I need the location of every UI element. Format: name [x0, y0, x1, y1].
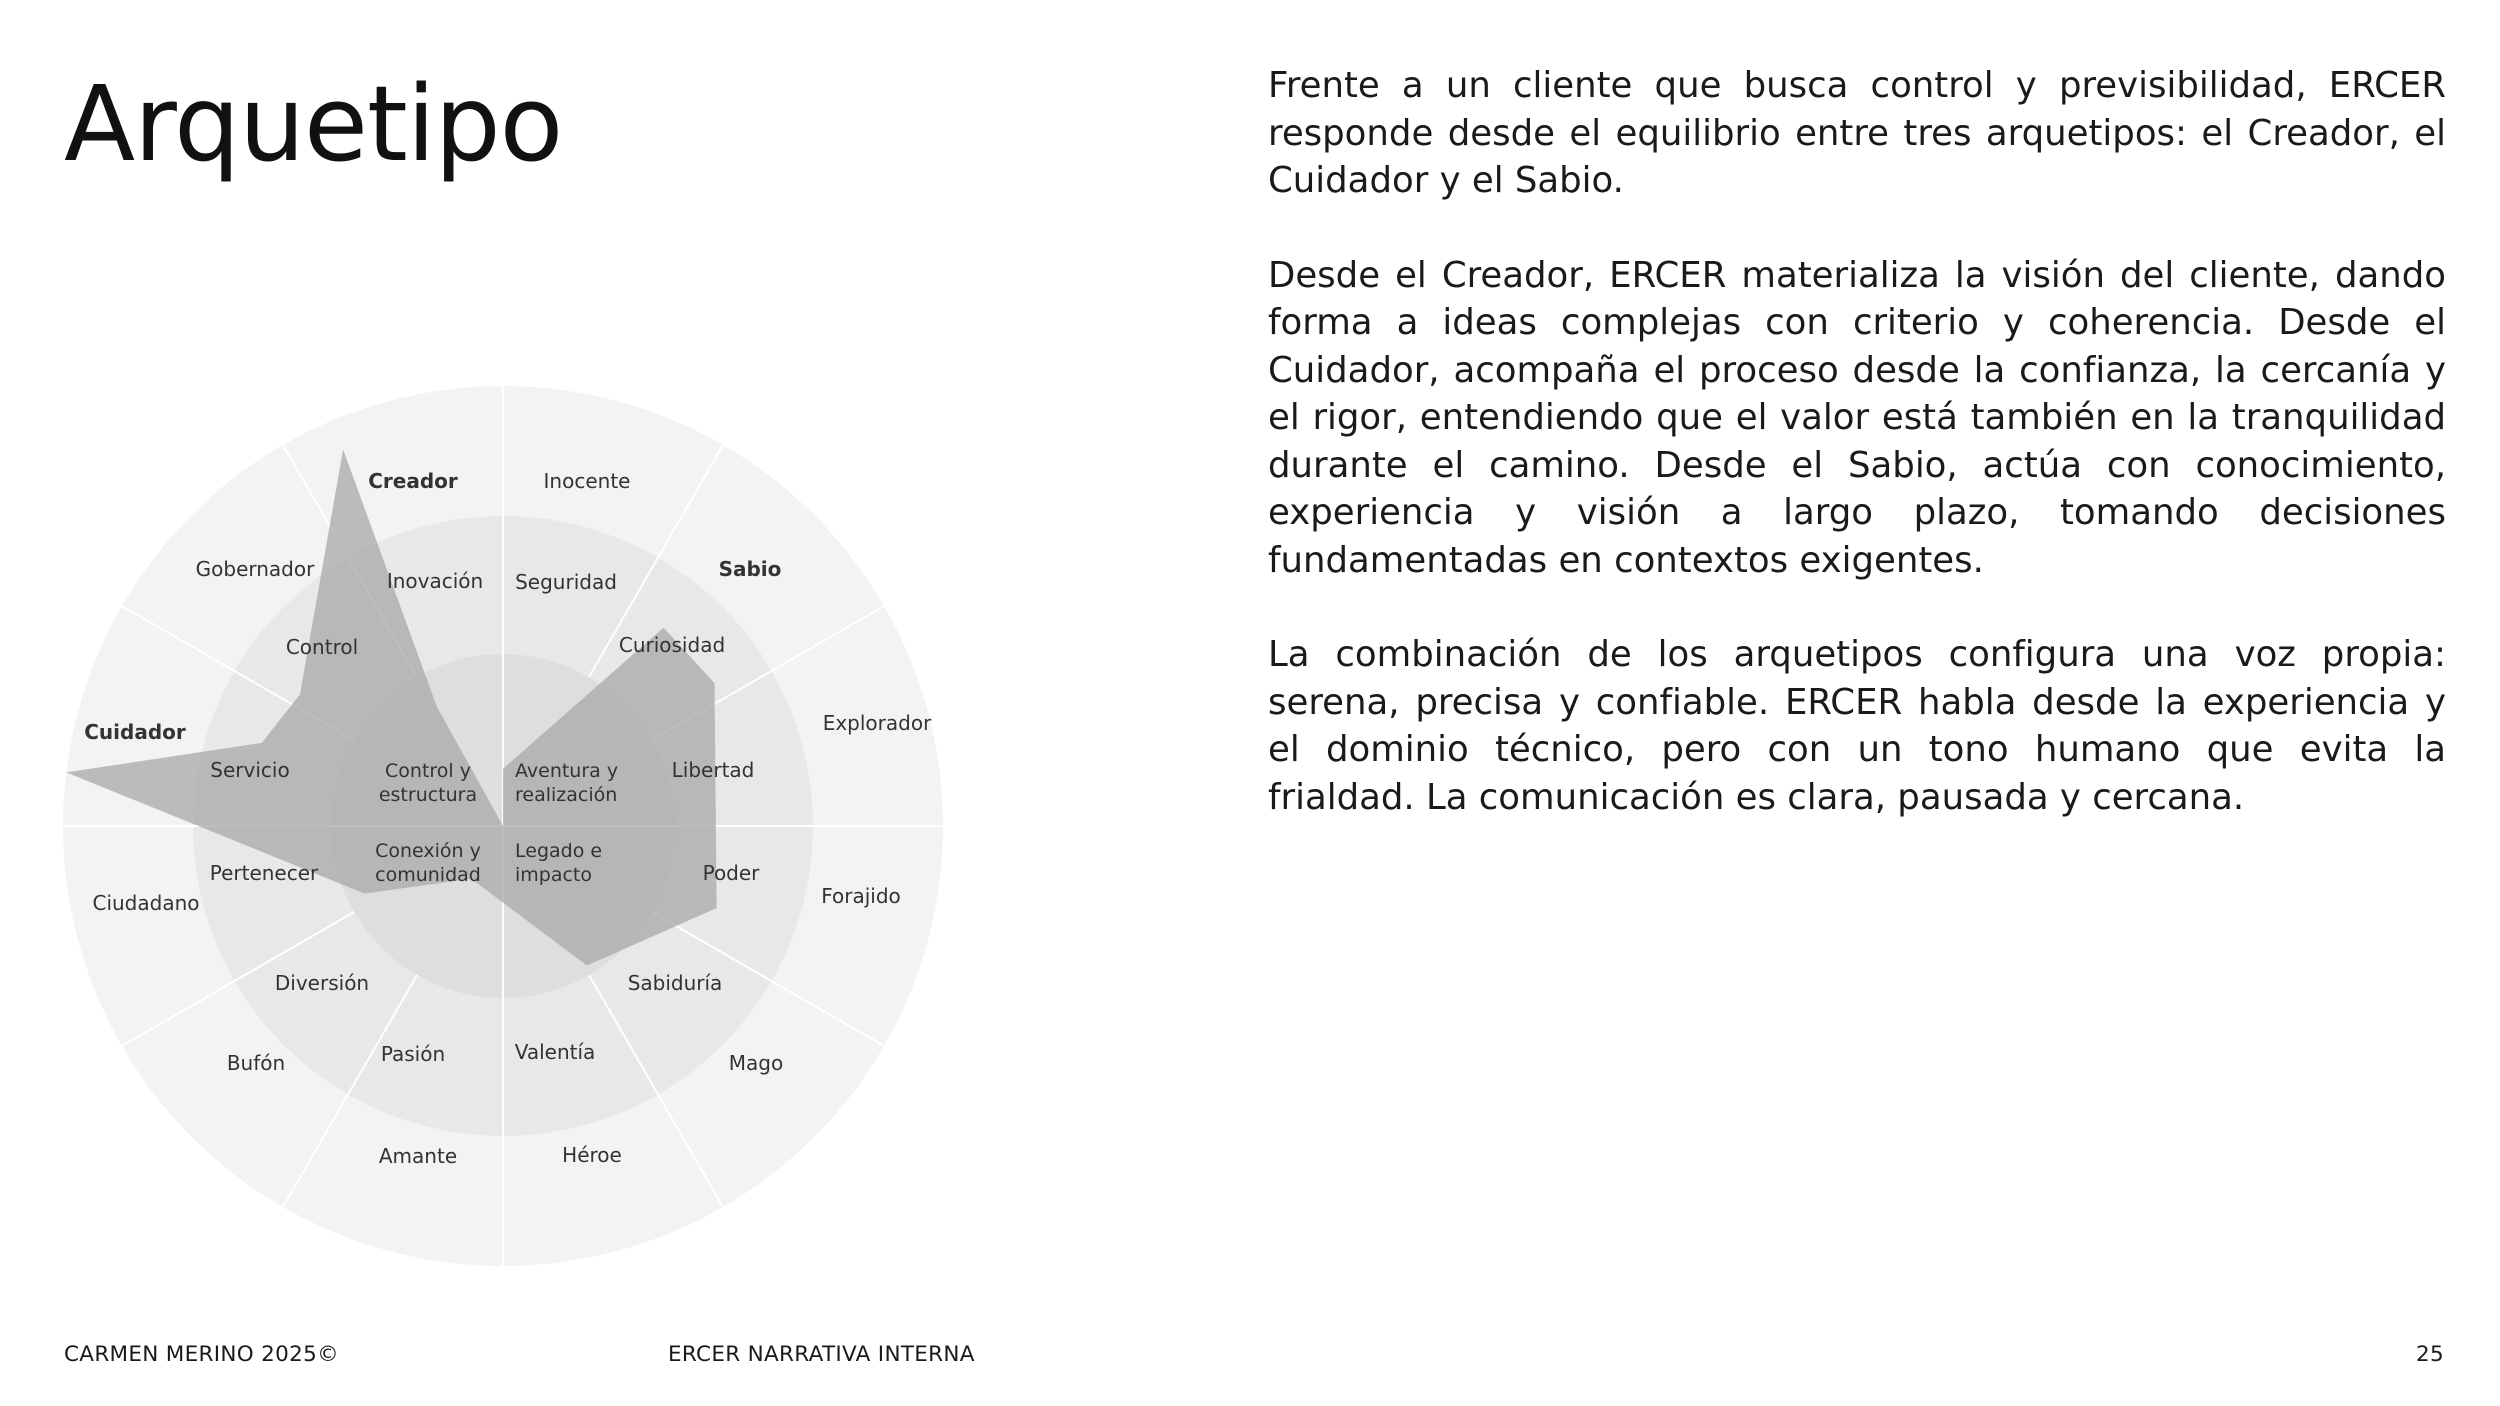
motivation-label: Valentía	[514, 1040, 596, 1064]
motivation-label: Servicio	[210, 758, 290, 782]
quadrant-label: Control y estructura	[378, 760, 478, 806]
archetype-label: Forajido	[821, 884, 901, 908]
footer-author: CARMEN MERINO 2025©	[64, 1342, 339, 1367]
motivation-label: Pasión	[380, 1042, 446, 1066]
motivation-label: Sabiduría	[627, 971, 723, 995]
quadrant-label: Conexión y comunidad	[375, 840, 481, 886]
archetype-label: Héroe	[562, 1143, 622, 1167]
archetype-label: Cuidador	[84, 720, 186, 744]
archetype-label: Amante	[378, 1144, 458, 1168]
motivation-label: Control	[285, 635, 359, 659]
archetype-label: Ciudadano	[92, 891, 200, 915]
motivation-label: Seguridad	[515, 570, 617, 594]
archetype-label: Creador	[368, 469, 458, 493]
quadrant-label: Legado e impacto	[515, 840, 603, 886]
archetype-label: Explorador	[822, 711, 932, 735]
motivation-label: Diversión	[274, 971, 370, 995]
paragraph-voice: La combinación de los arquetipos configura una voz propia: serena, precisa y confiable. ERCER habla desde la experiencia y el dominio técnico, pero con un tono humano que evita la frialdad. La comunicación es clara, pausada y cercana.	[1268, 634, 2446, 818]
paragraph-archetype-roles: Desde el Creador, ERCER materializa la visión del cliente, dando forma a ideas complejas con criterio y coherencia. Desde el Cuidador, acompaña el proceso desde la confianza, la cercanía y el rigor, entendiendo que el valor está también en la tranquilidad durante el camino. Desde el Sabio, actúa con conocimiento, experiencia y visión a largo plazo, tomando decisiones fundamentadas en contextos exigentes.	[1268, 254, 2446, 581]
archetype-wheel	[0, 0, 1000, 1406]
archetype-label: Inocente	[543, 469, 631, 493]
archetype-label: Sabio	[718, 557, 782, 581]
motivation-label: Libertad	[671, 758, 755, 782]
quadrant-label: Aventura y realización	[515, 760, 619, 806]
motivation-label: Curiosidad	[618, 633, 726, 657]
footer-page-number: 25	[2416, 1342, 2444, 1367]
motivation-label: Pertenecer	[209, 861, 319, 885]
footer-document-title: ERCER NARRATIVA INTERNA	[668, 1342, 975, 1367]
archetype-label: Gobernador	[195, 557, 315, 581]
motivation-label: Poder	[702, 861, 760, 885]
motivation-label: Inovación	[386, 569, 484, 593]
body-text	[1268, 62, 2446, 868]
page-title: Arquetipo	[64, 63, 563, 185]
archetype-label: Bufón	[226, 1051, 286, 1075]
paragraph-intro: Frente a un cliente que busca control y previsibilidad, ERCER responde desde el equilibrio entre tres arquetipos: el Creador, el Cuidador y el Sabio.	[1268, 65, 2446, 201]
archetype-label: Mago	[728, 1051, 784, 1075]
